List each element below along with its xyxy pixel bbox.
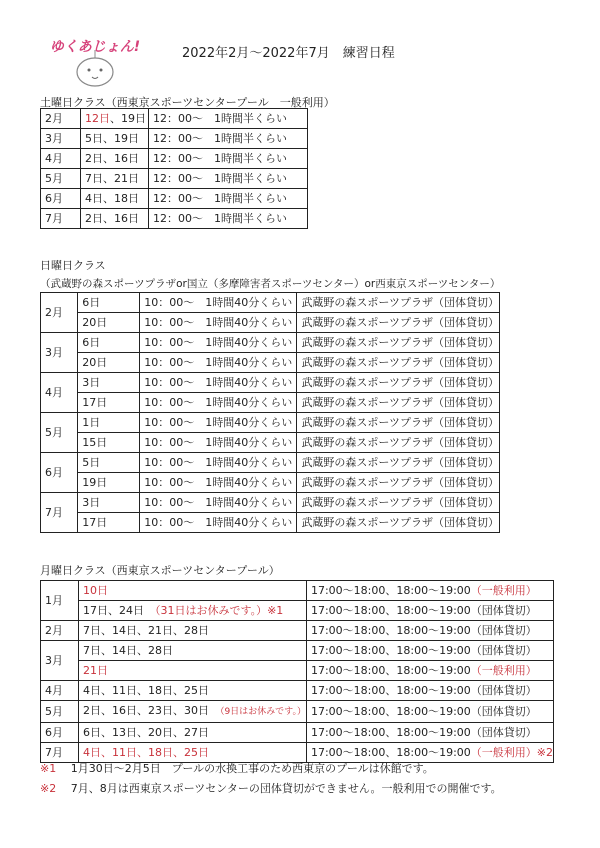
table-row (41, 473, 500, 493)
table-row (41, 413, 500, 433)
sunday-subheading: （武蔵野の森スポーツプラザor国立（多摩障害者スポーツセンター）or西東京スポーツセンター） (40, 278, 501, 290)
date-cell: 5日、19日 (81, 129, 149, 149)
place-cell: 武蔵野の森スポーツプラザ（団体貸切） (297, 373, 500, 393)
month-cell: 2月 (41, 621, 79, 641)
time-cell: 17:00〜18:00、18:00〜19:00（一般利用） (306, 581, 553, 601)
saturday-table (40, 108, 308, 229)
time-cell: 12：00〜 1時間半くらい (149, 169, 308, 189)
time-cell: 10：00〜 1時間40分くらい (140, 513, 297, 533)
table-row (41, 209, 308, 229)
table-row (41, 149, 308, 169)
place-cell: 武蔵野の森スポーツプラザ（団体貸切） (297, 293, 500, 313)
time-cell: 10：00〜 1時間40分くらい (140, 353, 297, 373)
date-cell: 20日 (78, 313, 140, 333)
place-cell: 武蔵野の森スポーツプラザ（団体貸切） (297, 393, 500, 413)
table-row (41, 433, 500, 453)
date-cell: 12日、19日 (81, 109, 149, 129)
table-row (41, 701, 554, 723)
sunday-table (40, 292, 500, 533)
table-row (41, 453, 500, 473)
date-cell: 5日 (78, 453, 140, 473)
date-cell: 17日 (78, 513, 140, 533)
month-cell: 3月 (41, 129, 81, 149)
place-cell: 武蔵野の森スポーツプラザ（団体貸切） (297, 353, 500, 373)
time-cell: 17:00〜18:00、18:00〜19:00（団体貸切） (306, 701, 553, 723)
table-row (41, 169, 308, 189)
date-cell: 2日、16日 (81, 149, 149, 169)
month-cell: 5月 (41, 169, 81, 189)
date-cell: 6日 (78, 293, 140, 313)
time-cell: 10：00〜 1時間40分くらい (140, 413, 297, 433)
date-cell: 4日、18日 (81, 189, 149, 209)
logo (40, 28, 150, 90)
table-row (41, 393, 500, 413)
month-cell: 7月 (41, 493, 78, 533)
table-row (41, 109, 308, 129)
date-cell: 17日 (78, 393, 140, 413)
page-title: 2022年2月〜2022年7月 練習日程 (182, 46, 395, 61)
time-cell: 17:00〜18:00、18:00〜19:00（団体貸切） (306, 723, 553, 743)
month-cell: 6月 (41, 189, 81, 209)
table-row (41, 621, 554, 641)
place-cell: 武蔵野の森スポーツプラザ（団体貸切） (297, 493, 500, 513)
logo-text: ゆくあじょん! (49, 39, 141, 55)
date-cell: 19日 (78, 473, 140, 493)
date-cell: 20日 (78, 353, 140, 373)
table-row (41, 681, 554, 701)
date-cell: 1日 (78, 413, 140, 433)
date-cell: 3日 (78, 373, 140, 393)
time-cell: 17:00〜18:00、18:00〜19:00（一般利用）※2 (306, 743, 553, 763)
time-cell: 10：00〜 1時間40分くらい (140, 393, 297, 413)
footnote-2: ※2 7月、8月は西東京スポーツセンターの団体貸切ができません。一般利用での開催です。 (40, 782, 502, 795)
time-cell: 10：00〜 1時間40分くらい (140, 333, 297, 353)
table-row (41, 293, 500, 313)
time-cell: 12：00〜 1時間半くらい (149, 149, 308, 169)
time-cell: 10：00〜 1時間40分くらい (140, 473, 297, 493)
time-cell: 10：00〜 1時間40分くらい (140, 293, 297, 313)
month-cell: 7月 (41, 743, 79, 763)
table-row (41, 333, 500, 353)
time-cell: 10：00〜 1時間40分くらい (140, 373, 297, 393)
time-cell: 17:00〜18:00、18:00〜19:00（団体貸切） (306, 681, 553, 701)
date-cell: 17日、24日 （31日はお休みです。）※1 (78, 601, 306, 621)
table-row (41, 493, 500, 513)
table-row (41, 723, 554, 743)
table-row (41, 313, 500, 333)
table-row (41, 373, 500, 393)
table-row (41, 581, 554, 601)
month-cell: 4月 (41, 681, 79, 701)
date-cell: 4日、11日、18日、25日 (78, 681, 306, 701)
month-cell: 4月 (41, 373, 78, 413)
date-cell: 21日 (78, 661, 306, 681)
date-cell: 2日、16日、23日、30日 （9日はお休みです。） (78, 701, 306, 723)
month-cell: 3月 (41, 333, 78, 373)
time-cell: 12：00〜 1時間半くらい (149, 129, 308, 149)
month-cell: 6月 (41, 453, 78, 493)
time-cell: 10：00〜 1時間40分くらい (140, 433, 297, 453)
time-cell: 17:00〜18:00、18:00〜19:00（団体貸切） (306, 641, 553, 661)
table-row (41, 189, 308, 209)
place-cell: 武蔵野の森スポーツプラザ（団体貸切） (297, 513, 500, 533)
date-cell: 15日 (78, 433, 140, 453)
table-row (41, 129, 308, 149)
month-cell: 6月 (41, 723, 79, 743)
month-cell: 3月 (41, 641, 79, 681)
date-cell: 7日、14日、28日 (78, 641, 306, 661)
saturday-heading: 土曜日クラス（西東京スポーツセンタープール 一般利用） (40, 96, 335, 109)
place-cell: 武蔵野の森スポーツプラザ（団体貸切） (297, 413, 500, 433)
time-cell: 17:00〜18:00、18:00〜19:00（一般利用） (306, 661, 553, 681)
table-row (41, 661, 554, 681)
time-cell: 12：00〜 1時間半くらい (149, 109, 308, 129)
month-cell: 5月 (41, 701, 79, 723)
place-cell: 武蔵野の森スポーツプラザ（団体貸切） (297, 333, 500, 353)
month-cell: 7月 (41, 209, 81, 229)
time-cell: 10：00〜 1時間40分くらい (140, 313, 297, 333)
place-cell: 武蔵野の森スポーツプラザ（団体貸切） (297, 473, 500, 493)
sunday-heading: 日曜日クラス (40, 259, 106, 272)
date-cell: 6日 (78, 333, 140, 353)
month-cell: 4月 (41, 149, 81, 169)
time-cell: 17:00〜18:00、18:00〜19:00（団体貸切） (306, 621, 553, 641)
table-row (41, 601, 554, 621)
date-cell: 6日、13日、20日、27日 (78, 723, 306, 743)
place-cell: 武蔵野の森スポーツプラザ（団体貸切） (297, 313, 500, 333)
month-cell: 2月 (41, 293, 78, 333)
time-cell: 12：00〜 1時間半くらい (149, 209, 308, 229)
place-cell: 武蔵野の森スポーツプラザ（団体貸切） (297, 433, 500, 453)
date-cell: 2日、16日 (81, 209, 149, 229)
date-cell: 4日、11日、18日、25日 (78, 743, 306, 763)
date-cell: 7日、21日 (81, 169, 149, 189)
table-row (41, 641, 554, 661)
monday-table (40, 580, 554, 763)
month-cell: 2月 (41, 109, 81, 129)
date-cell: 3日 (78, 493, 140, 513)
monday-heading: 月曜日クラス（西東京スポーツセンタープール） (40, 564, 280, 577)
time-cell: 10：00〜 1時間40分くらい (140, 493, 297, 513)
time-cell: 17:00〜18:00、18:00〜19:00（団体貸切） (306, 601, 553, 621)
time-cell: 10：00〜 1時間40分くらい (140, 453, 297, 473)
month-cell: 5月 (41, 413, 78, 453)
footnote-1: ※1 1月30日〜2月5日 プールの水換工事のため西東京のプールは休館です。 (40, 762, 434, 775)
table-row (41, 513, 500, 533)
place-cell: 武蔵野の森スポーツプラザ（団体貸切） (297, 453, 500, 473)
table-row (41, 353, 500, 373)
date-cell: 7日、14日、21日、28日 (78, 621, 306, 641)
time-cell: 12：00〜 1時間半くらい (149, 189, 308, 209)
month-cell: 1月 (41, 581, 79, 621)
date-cell: 10日 (78, 581, 306, 601)
